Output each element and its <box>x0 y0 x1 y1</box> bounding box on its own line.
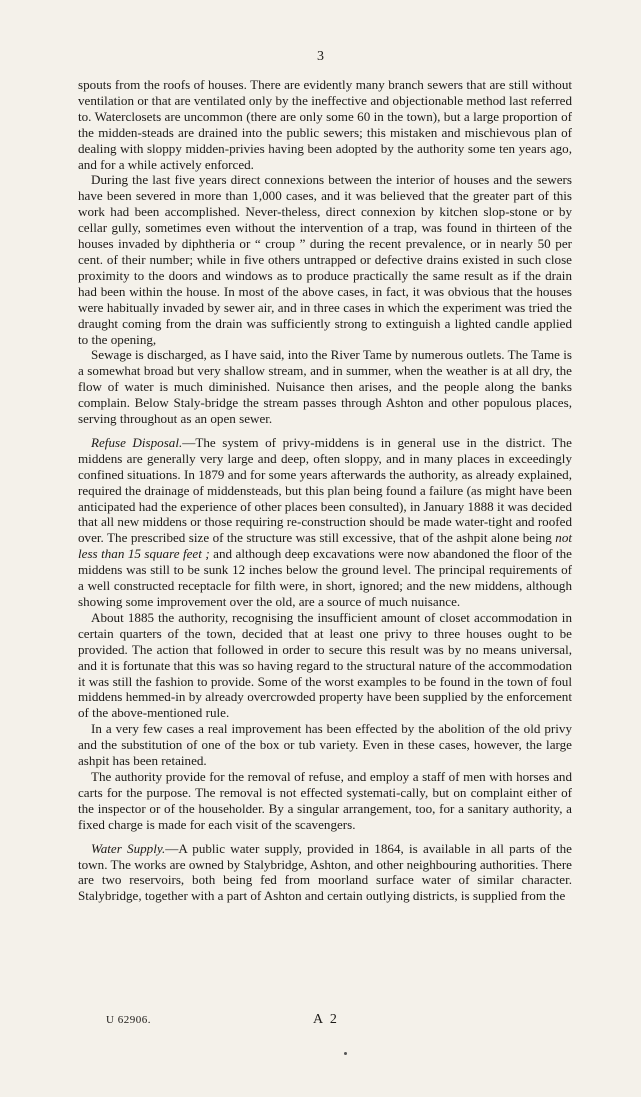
paragraph-direct-connexions: During the last five years direct connexions between the interior of houses and the sewers have been severed in more than 1,000 cases, and it was believed that the greater part of this work had been accomplished. Never-theless, direct connexion by kitchen slop-stone or by cellar gully, sometimes even without the intervention of a trap, was found in thirteen of the houses invaded by diphtheria or “ croup ” during the recent prevalence, or in nearly 50 per cent. of their number; while in five others untrapped or defective drains existed in such close proximity to the doors and windows as to produce practically the same result as if the drain had been within the house. In most of the above cases, in fact, it was obvious that the houses were habitually invaded by sewer air, and in three cases in which the experiment was tried the draught coming from the drain was sufficiently strong to extinguish a lighted candle applied to the opening, <box>78 172 572 347</box>
page-footer <box>106 1014 406 1030</box>
paragraph-sewer-ventilation: spouts from the roofs of houses. There are evidently many branch sewers that are still without ventilation or that are ventilated only by the ineffective and objectionable method last referred to. Waterclosets are uncommon (there are only some 60 in the town), but a large proportion of the midden-steads are drained into the public sewers; this mistaken and mischievous plan of dealing with sloppy midden-privies having been adopted by the authority some ten years ago, and for a while actively enforced. <box>78 77 572 172</box>
refuse-disposal-emphasis: not less than 15 square feet ; <box>78 530 572 562</box>
page-number: 3 <box>317 49 324 64</box>
printer-signature: U 62906. <box>106 1014 151 1026</box>
paragraph-sewage-discharge: Sewage is discharged, as I have said, into the River Tame by numerous outlets. The Tame is a somewhat broad but very shallow stream, and in summer, when the weather is at all dry, the flow of water is much diminished. Nuisance then arises, and the people along the banks complain. Below Staly-bridge the stream passes through Ashton and other populous places, serving throughout as an open sewer. <box>78 347 572 427</box>
paragraph-refuse-disposal <box>78 435 572 610</box>
paragraph-closet-accommodation: About 1885 the authority, recognising the insufficient amount of closet accommodation in certain quarters of the town, decided that at least one privy to three houses ought to be provided. The action that followed in order to secure this result was by no means universal, and it is fortunate that this was so having regard to the structural nature of the accommodation it was still the fashion to provide. Some of the worst examples to be found in the town of foul middens hemmed-in by already overcrowded property have been supplied by the enforcement of the above-mentioned rule. <box>78 609 572 721</box>
water-supply-text: —A public water supply, provided in 1864, is available in all parts of the town. The works are owned by Stalybridge, Ashton, and other neighbouring authorities. There are two reservoirs, both being fed from moorland surface water of similar character. Stalybridge, together with a part of Ashton and certain outlying districts, is supplied from the <box>78 840 572 904</box>
paragraph-water-supply <box>78 841 572 905</box>
ink-speck <box>344 1052 347 1055</box>
refuse-disposal-text-b: and although deep excavations were now abandoned the floor of the middens was still to be sunk 12 inches below the ground level. The principal requirements of a well constructed receptacle for filth were, in short, ignored; and the new middens, although showing some improvement over the old, are a source of much nuisance. <box>78 546 572 609</box>
paragraph-refuse-removal: The authority provide for the removal of refuse, and employ a staff of men with horses and carts for the purpose. The removal is not effected systemati-cally, but on complaint either of the inspector or of the householder. By a singular arrangement, too, for a sanitary authority, a fixed charge is made for each visit of the scavengers. <box>78 768 572 832</box>
paragraph-box-tub-variety: In a very few cases a real improvement has been effected by the abolition of the old privy and the substitution of one of the box or tub variety. Even in these cases, however, the large ashpit has been retained. <box>78 721 572 769</box>
body-text <box>78 77 572 904</box>
sheet-mark: A 2 <box>313 1012 339 1027</box>
section-heading-water-supply: Water Supply. <box>91 840 166 856</box>
section-heading-refuse-disposal: Refuse Disposal. <box>91 434 183 450</box>
refuse-disposal-text-a: —The system of privy-middens is in general use in the district. The middens are generally very large and deep, often sloppy, and in many places in exceedingly confined situations. In 1879 and for some years afterwards the authority, as already explained, required the drainage of middensteads, but this plan being found a failure (as might have been anticipated had the experience of other places been consulted), in January 1888 it was decided that all new middens or those requiring re-construction should be made water-tight and roofed over. The prescribed size of the structure was still excessive, that of the ashpit alone being <box>78 434 572 546</box>
